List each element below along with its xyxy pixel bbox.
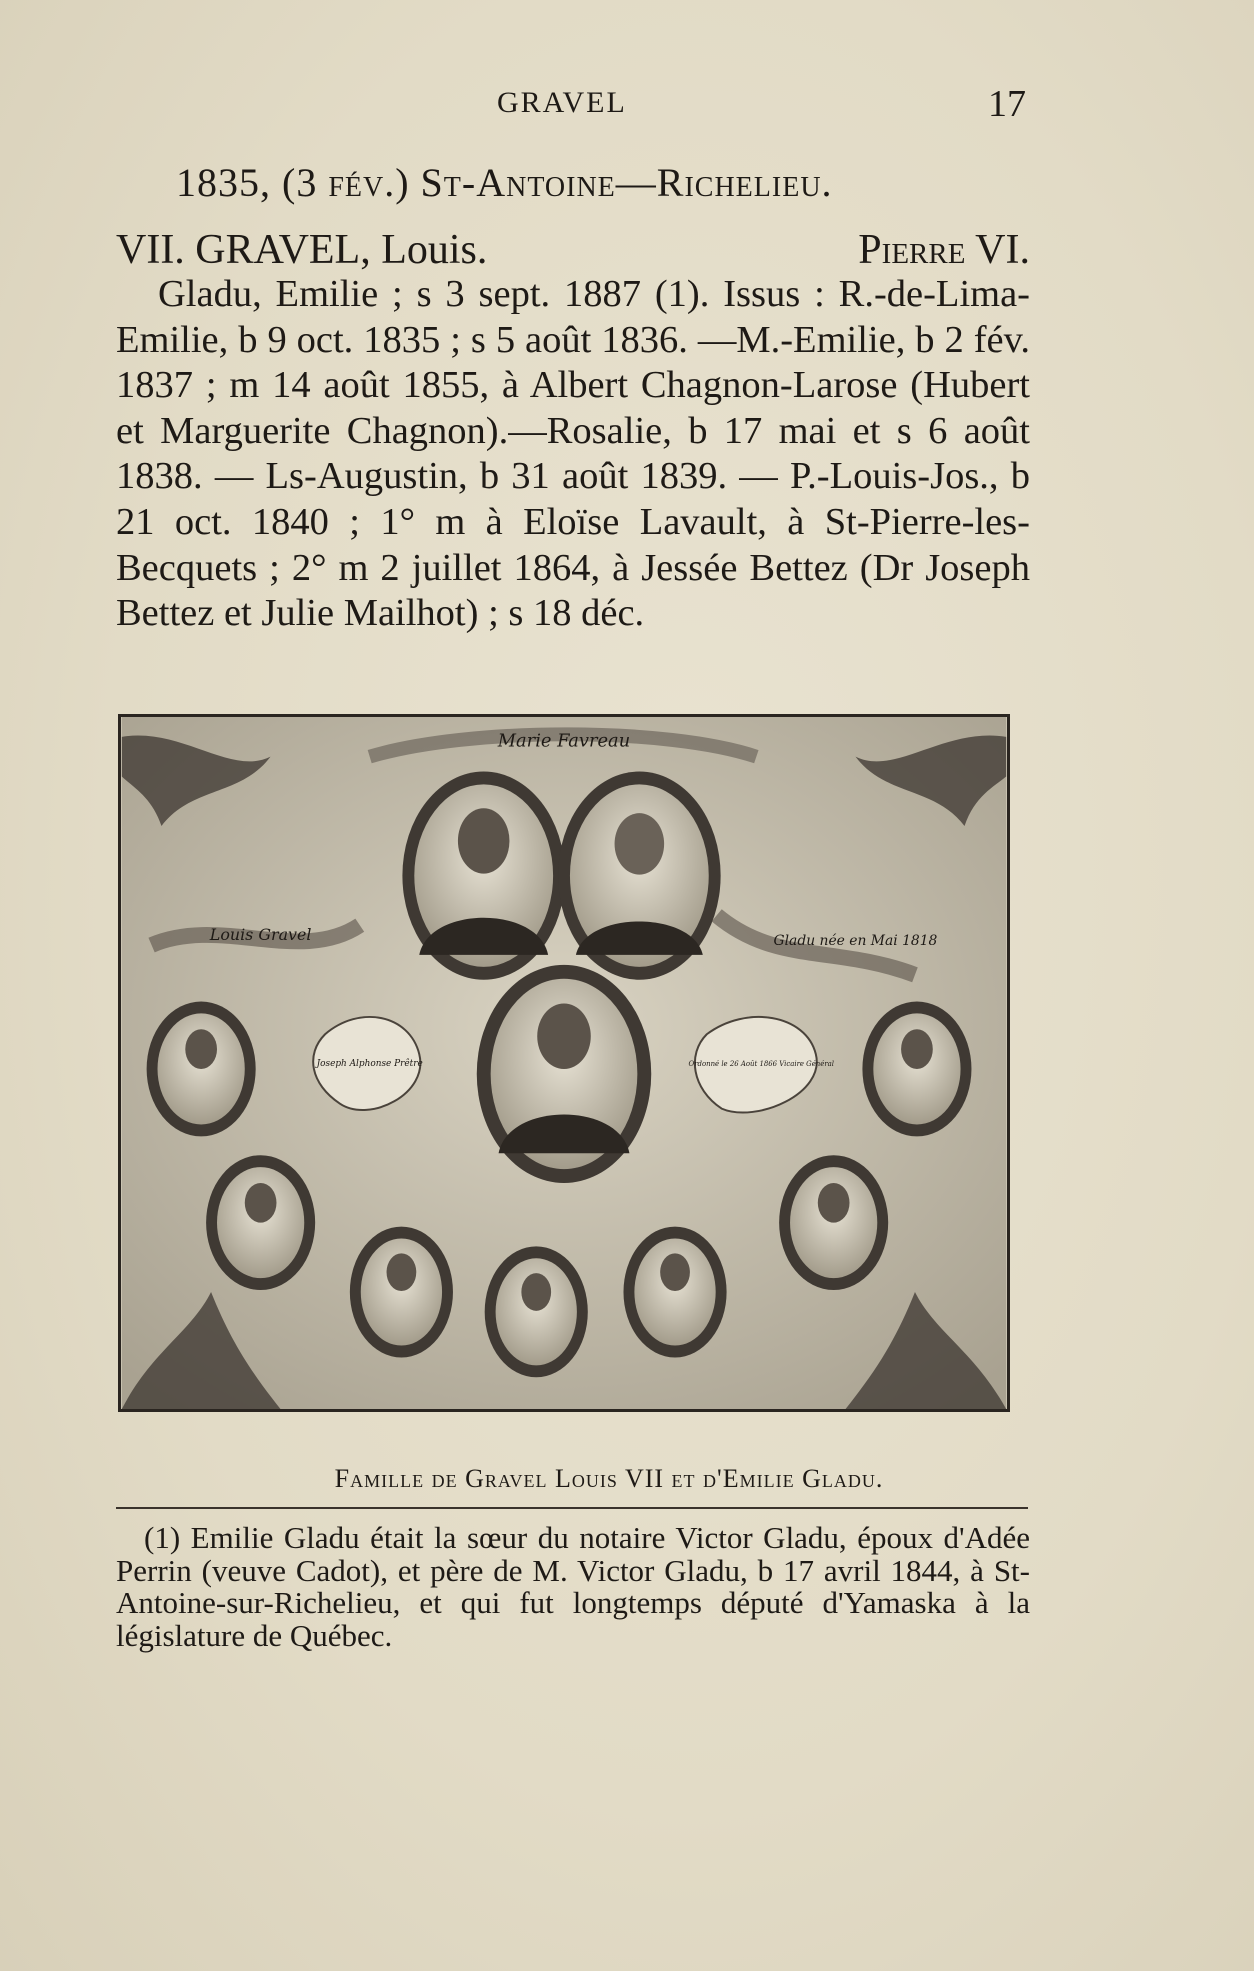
montage-illustration — [121, 717, 1007, 1409]
running-title: GRAVEL — [497, 86, 627, 119]
entry-father: Pierre VI. — [858, 227, 1030, 273]
portrait-child-1 — [147, 1002, 256, 1137]
portrait-father — [402, 772, 565, 980]
body-paragraph: Gladu, Emilie ; s 3 sept. 1887 (1). Issus : R.-de-Lima-Emilie, b 9 oct. 1835 ; s 5 août 1836. —M.-Emilie, b 2 fév. 1837 ; m 14 août 1855, à Albert Chagnon-Larose (Hubert et Marguerite Chagnon).—Rosalie, b 17 mai et s 6 août 1838. — Ls-Augustin, b 31 août 1839. — P.-Louis-Jos., b 21 oct. 1840 ; 1° m à Eloïse Lavault, à St-Pierre-les-Becquets ; 2° m 2 juillet 1864, à Jessée Bettez (Dr Joseph Bettez et Julie Mailhot) ; s 18 déc. — [116, 273, 1030, 635]
portrait-centre-son — [477, 965, 651, 1183]
portrait-child-5 — [623, 1227, 726, 1358]
entry-label: VII. GRAVEL, Louis. — [116, 227, 488, 273]
figure-caption — [0, 1464, 1254, 1494]
label-top: Marie Favreau — [497, 730, 631, 752]
entry-body — [116, 272, 1030, 637]
family-photo-montage — [118, 714, 1010, 1412]
date-place-heading: 1835, (3 fév.) St-Antoine—Richelieu. — [176, 160, 833, 205]
footnote — [116, 1522, 1030, 1652]
label-right-card: Ordonné le 26 Août 1866 Vicaire Général — [688, 1059, 835, 1068]
label-left: Louis Gravel — [209, 925, 312, 945]
footnote-rule — [116, 1507, 1028, 1509]
portrait-child-2 — [206, 1155, 315, 1290]
portrait-child-6 — [779, 1155, 888, 1290]
running-head — [0, 80, 1254, 130]
entry-heading — [116, 227, 1030, 273]
portrait-mother — [558, 772, 721, 980]
page-number: 17 — [988, 83, 1026, 125]
portrait-child-3 — [350, 1227, 453, 1358]
portrait-child-7 — [862, 1002, 971, 1137]
label-left-card: Joseph Alphonse Prêtre — [316, 1058, 423, 1069]
portrait-child-4 — [485, 1246, 588, 1377]
caption-text: Famille de Gravel Louis VII et d'Emilie Gladu. — [334, 1464, 884, 1493]
footnote-text: (1) Emilie Gladu était la sœur du notaire Victor Gladu, époux d'Adée Perrin (veuve Cadot), et père de M. Victor Gladu, b 17 avril 1844, à St-Antoine-sur-Richelieu, et qui fut longtemps député d'Yamaska à la législature de Québec. — [116, 1520, 1030, 1653]
label-right: Gladu née en Mai 1818 — [773, 933, 938, 950]
